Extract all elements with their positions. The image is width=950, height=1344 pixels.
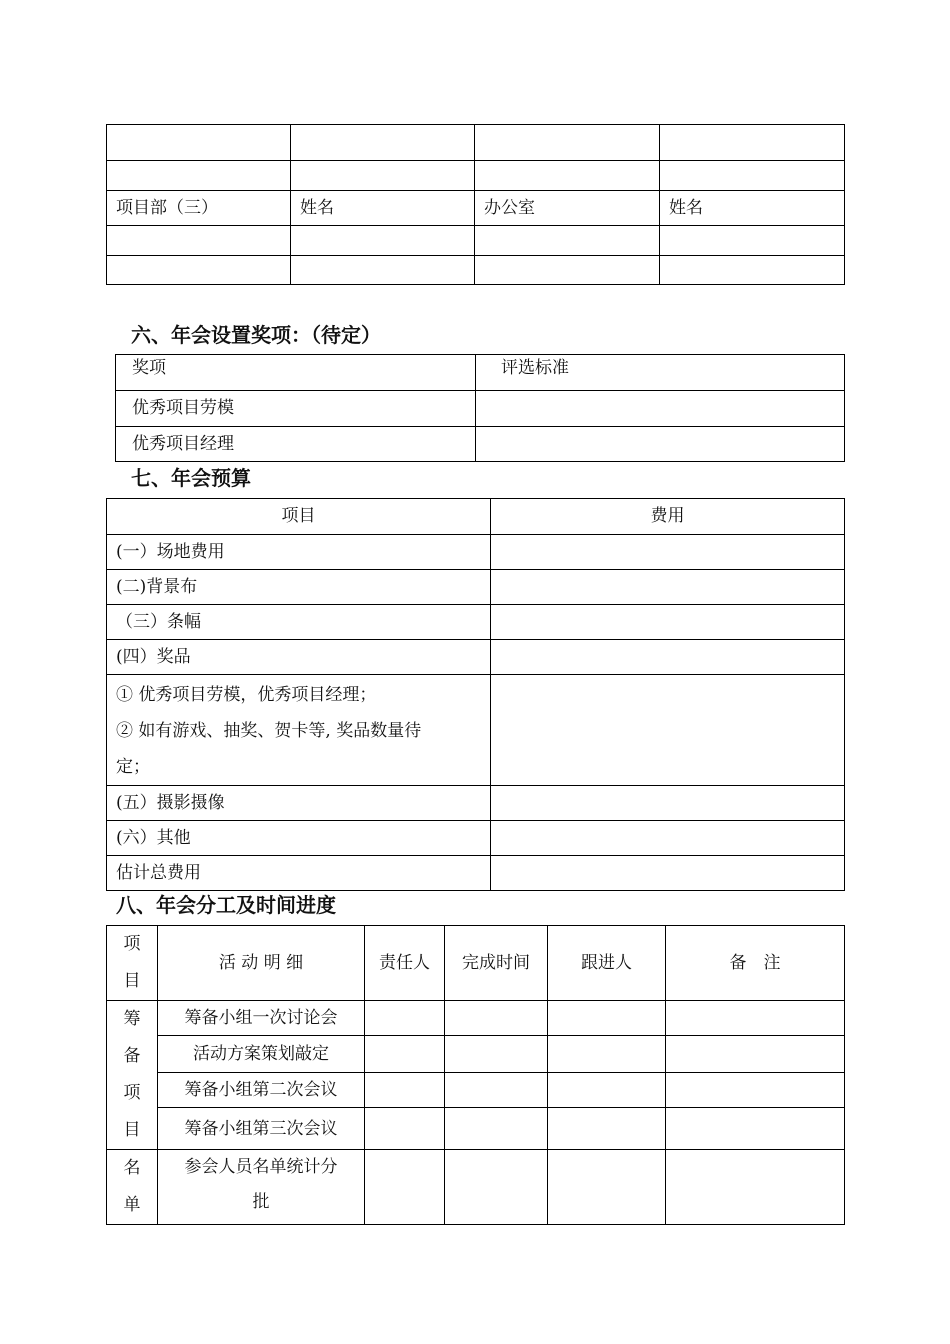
table-cell (107, 125, 291, 161)
budget-total: 估计总费用 (107, 856, 491, 891)
table-cell (548, 1036, 666, 1072)
table-cell (107, 256, 291, 285)
table-cell (666, 1072, 845, 1107)
table-cell (666, 1001, 845, 1036)
group-label-prep (107, 1001, 158, 1150)
criteria-header: 评选标准 (476, 355, 845, 391)
schedule-table (106, 925, 845, 1225)
name-label-cell: 姓名 (291, 191, 475, 226)
activity-item: 筹备小组第二次会议 (158, 1072, 365, 1107)
table-cell (365, 1072, 445, 1107)
budget-item: （三）条幅 (107, 605, 491, 640)
table-cell (107, 226, 291, 256)
activity-item: 筹备小组第三次会议 (158, 1108, 365, 1150)
prize-line: ② 如有游戏、抽奖、贺卡等, 奖品数量待 (116, 721, 422, 741)
budget-item: (六）其他 (107, 821, 491, 856)
table-cell (475, 226, 660, 256)
note-header: 备 注 (666, 926, 845, 1001)
group-label-list (107, 1150, 158, 1225)
item-header: 项目 (107, 499, 491, 535)
project-header (107, 926, 158, 1001)
criteria-cell (476, 391, 845, 427)
group-char: 单 (123, 1195, 141, 1215)
group-char: 筹 (123, 1009, 141, 1029)
table-cell (107, 161, 291, 191)
table-cell (548, 1108, 666, 1150)
cost-header: 费用 (491, 499, 845, 535)
award-name: 优秀项目经理 (116, 427, 476, 462)
cost-cell (491, 570, 845, 605)
table-cell (365, 1108, 445, 1150)
table-cell (660, 161, 845, 191)
budget-item: (二)背景布 (107, 570, 491, 605)
cost-cell (491, 535, 845, 570)
table-cell (365, 1036, 445, 1072)
dept-cell: 办公室 (475, 191, 660, 226)
table-cell (666, 1108, 845, 1150)
table-cell (660, 226, 845, 256)
cost-cell (491, 786, 845, 821)
table-cell (445, 1150, 548, 1225)
criteria-cell (476, 427, 845, 462)
section7-heading: 七、年会预算 (131, 466, 251, 490)
awards-table (115, 354, 845, 462)
budget-item: (一）场地费用 (107, 535, 491, 570)
cost-cell (491, 640, 845, 675)
activity-item: 筹备小组一次讨论会 (158, 1001, 365, 1036)
budget-item: (四）奖品 (107, 640, 491, 675)
table-cell (475, 256, 660, 285)
dept-cell: 项目部（三） (107, 191, 291, 226)
table-cell (548, 1150, 666, 1225)
activity-line: 参会人员名单统计分 (184, 1157, 338, 1177)
table-cell (445, 1108, 548, 1150)
award-name: 优秀项目劳模 (116, 391, 476, 427)
activity-item (158, 1150, 365, 1225)
name-label-cell: 姓名 (660, 191, 845, 226)
staff-table (106, 124, 845, 285)
project-header-char: 目 (123, 971, 141, 991)
cost-cell (491, 605, 845, 640)
group-char: 项 (123, 1083, 141, 1103)
table-cell (445, 1036, 548, 1072)
project-header-char: 项 (123, 934, 141, 954)
table-cell (291, 125, 475, 161)
table-cell (445, 1072, 548, 1107)
table-cell (666, 1150, 845, 1225)
section8-heading: 八、年会分工及时间进度 (116, 893, 336, 917)
budget-item: (五）摄影摄像 (107, 786, 491, 821)
table-cell (548, 1001, 666, 1036)
prize-line: 定； (116, 757, 150, 777)
table-cell (291, 256, 475, 285)
cost-cell (491, 821, 845, 856)
prize-details (107, 675, 491, 786)
table-cell (291, 161, 475, 191)
section6-heading: 六、年会设置奖项：（待定） (131, 323, 381, 347)
table-cell (660, 256, 845, 285)
group-char: 目 (123, 1120, 141, 1140)
follow-header: 跟进人 (548, 926, 666, 1001)
table-cell (660, 125, 845, 161)
detail-header: 活 动 明 细 (158, 926, 365, 1001)
activity-line: 批 (252, 1192, 270, 1212)
cost-cell (491, 856, 845, 891)
budget-table (106, 498, 845, 891)
table-cell (475, 125, 660, 161)
time-header: 完成时间 (445, 926, 548, 1001)
table-cell (548, 1072, 666, 1107)
table-cell (666, 1036, 845, 1072)
table-cell (445, 1001, 548, 1036)
table-cell (475, 161, 660, 191)
table-cell (291, 226, 475, 256)
cost-cell (491, 675, 845, 786)
prize-line: ① 优秀项目劳模，优秀项目经理； (116, 685, 377, 705)
group-char: 名 (123, 1158, 141, 1178)
activity-item: 活动方案策划敲定 (158, 1036, 365, 1072)
owner-header: 责任人 (365, 926, 445, 1001)
table-cell (365, 1150, 445, 1225)
group-char: 备 (123, 1046, 141, 1066)
table-cell (365, 1001, 445, 1036)
award-header: 奖项 (116, 355, 476, 391)
